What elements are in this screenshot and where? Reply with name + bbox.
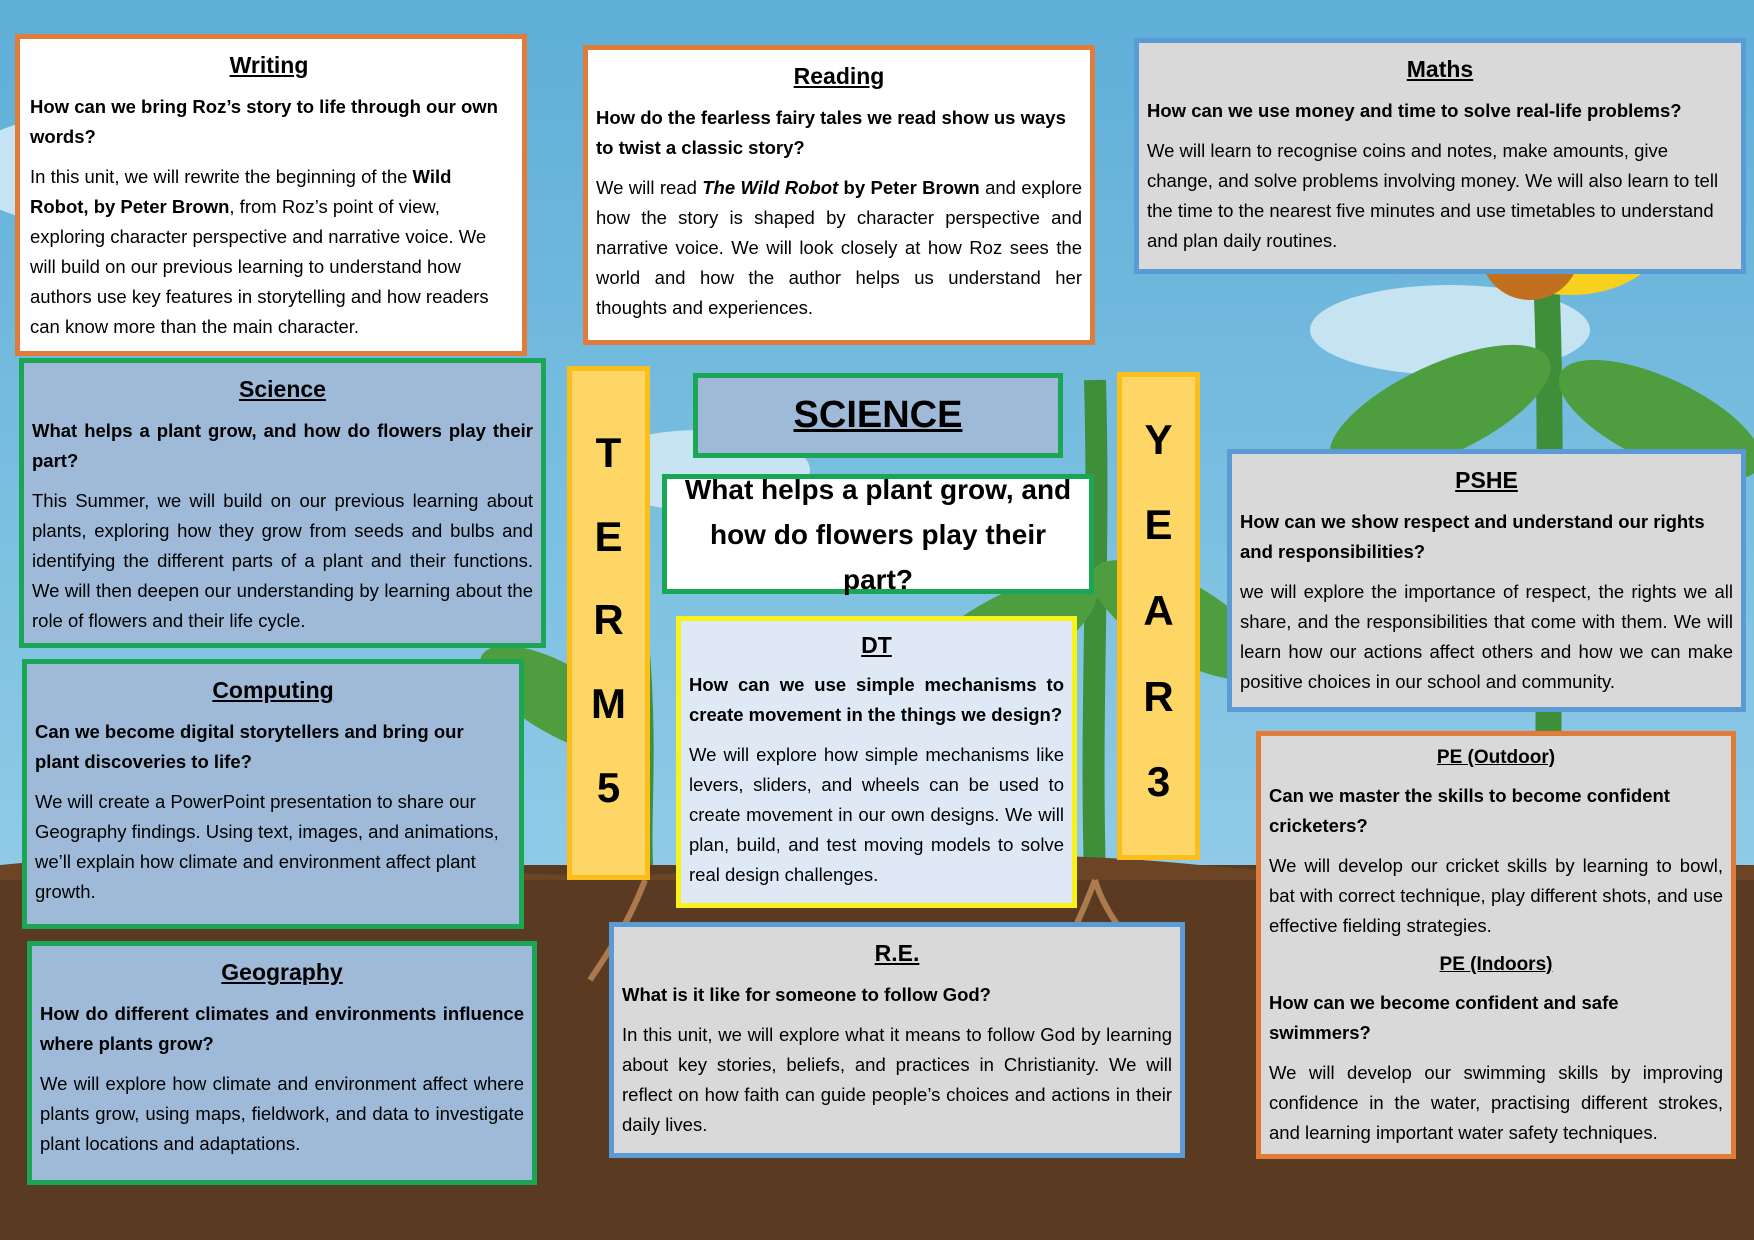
big-question-box bbox=[662, 474, 1094, 594]
geography-text: We will explore how climate and environment affect where plants grow, using maps, fieldwork, and data to investigate plant locations and adaptations. bbox=[40, 1073, 524, 1155]
writing-book-title: Wild Robot, by Peter Brown bbox=[30, 166, 452, 218]
reading-book-author: by Peter Brown bbox=[838, 177, 980, 199]
dt-panel bbox=[676, 616, 1077, 908]
term-banner bbox=[567, 366, 650, 880]
pe-outdoor-text: We will develop our cricket skills by learning to bowl, bat with correct technique, play different shots, and use effective fielding strategies. bbox=[1269, 854, 1723, 936]
geography-heading: Geography bbox=[221, 959, 343, 985]
re-question: What is it like for someone to follow God? bbox=[622, 984, 991, 1006]
dt-text: We will explore how simple mechanisms like levers, sliders, and wheels can be used to create movement in our own designs. We will plan, build, and test moving models to solve real design challenges. bbox=[689, 744, 1064, 886]
year-number: 3 bbox=[1146, 758, 1171, 806]
maths-question: How can we use money and time to solve real-life problems? bbox=[1147, 100, 1682, 122]
science-heading: Science bbox=[239, 376, 326, 402]
writing-text-rest: , from Roz’s point of view, exploring character perspective and narrative voice. We will build on our previous learning to understand how authors use key features in storytelling and how readers can know more than the main character. bbox=[30, 196, 489, 338]
reading-book-title: The Wild Robot bbox=[702, 177, 839, 199]
science-question: What helps a plant grow, and how do flowers play their part? bbox=[32, 420, 533, 472]
subject-title-box bbox=[693, 373, 1063, 458]
reading-text-rest: and explore how the story is shaped by character perspective and narrative voice. We will look closely at how Roz sees the world and how the author helps us understand her thoughts and experiences. bbox=[596, 177, 1082, 319]
term-letter-m: M bbox=[591, 680, 626, 728]
maths-heading: Maths bbox=[1406, 56, 1474, 82]
re-text: In this unit, we will explore what it means to follow God by learning about key stories, beliefs, and practices in Christianity. We will reflect on how faith can guide people’s choices and actions in their daily lives. bbox=[622, 1024, 1172, 1136]
geography-panel bbox=[27, 941, 537, 1185]
big-question: What helps a plant grow, and how do flowers play their part? bbox=[684, 473, 1072, 595]
science-panel bbox=[19, 358, 546, 648]
term-letter-r: R bbox=[593, 596, 624, 644]
computing-heading: Computing bbox=[212, 677, 334, 703]
pshe-text: we will explore the importance of respect, the rights we all share, and the responsibilities that come with them. We will learn how our actions affect others and how we can make positive choices in our school and community. bbox=[1240, 581, 1733, 693]
pe-indoor-question: How can we become confident and safe swimmers? bbox=[1269, 991, 1619, 1043]
pe-outdoor-question: Can we master the skills to become confident cricketers? bbox=[1269, 784, 1670, 836]
computing-panel bbox=[22, 659, 524, 929]
term-letter-t: T bbox=[595, 428, 622, 476]
reading-text-intro: We will read bbox=[596, 177, 703, 199]
pshe-panel bbox=[1227, 449, 1746, 712]
year-banner bbox=[1117, 372, 1200, 860]
re-heading: R.E. bbox=[874, 940, 920, 966]
pe-indoor-text: We will develop our swimming skills by improving confidence in the water, practising different strokes, and learning important water safety techniques. bbox=[1269, 1061, 1723, 1143]
writing-text-intro: In this unit, we will rewrite the beginning of the bbox=[30, 166, 413, 188]
writing-text bbox=[30, 162, 508, 342]
pshe-question: How can we show respect and understand our rights and responsibilities? bbox=[1240, 511, 1705, 563]
year-letter-a: A bbox=[1143, 586, 1174, 634]
reading-text bbox=[596, 173, 1082, 323]
subject-title: SCIENCE bbox=[793, 394, 963, 436]
year-letter-r: R bbox=[1143, 672, 1174, 720]
term-letter-e: E bbox=[594, 512, 623, 560]
writing-question: How can we bring Roz’s story to life through our own words? bbox=[30, 96, 498, 148]
reading-heading: Reading bbox=[793, 63, 885, 89]
computing-text: We will create a PowerPoint presentation to share our Geography findings. Using text, images, and animations, we’ll explain how climate and environment affect plant growth. bbox=[35, 791, 499, 903]
re-panel bbox=[609, 922, 1185, 1158]
pshe-heading: PSHE bbox=[1455, 467, 1518, 493]
pe-indoor-heading: PE (Indoors) bbox=[1439, 953, 1553, 975]
computing-question: Can we become digital storytellers and bring our plant discoveries to life? bbox=[35, 721, 464, 773]
writing-heading: Writing bbox=[229, 52, 309, 78]
year-letter-y: Y bbox=[1144, 415, 1173, 463]
year-letter-e: E bbox=[1144, 501, 1173, 549]
geography-question: How do different climates and environments influence where plants grow? bbox=[40, 1003, 524, 1055]
reading-question: How do the fearless fairy tales we read show us ways to twist a classic story? bbox=[596, 107, 1066, 159]
dt-heading: DT bbox=[861, 632, 892, 658]
dt-question: How can we use simple mechanisms to create movement in the things we design? bbox=[689, 674, 1064, 726]
reading-panel bbox=[583, 45, 1095, 345]
writing-panel bbox=[15, 34, 527, 356]
pe-panel bbox=[1256, 731, 1736, 1159]
maths-text: We will learn to recognise coins and notes, make amounts, give change, and solve problems involving money. We will also learn to tell the time to the nearest five minutes and use timetables to understand and plan daily routines. bbox=[1147, 140, 1719, 252]
pe-outdoor-heading: PE (Outdoor) bbox=[1436, 747, 1556, 768]
science-text: This Summer, we will build on our previous learning about plants, exploring how they grow from seeds and bulbs and identifying the different parts of a plant and their functions. We will then deepen our understanding by learning about the role of flowers and their life cycle. bbox=[32, 490, 533, 632]
maths-panel bbox=[1134, 38, 1746, 274]
term-number: 5 bbox=[596, 764, 621, 812]
